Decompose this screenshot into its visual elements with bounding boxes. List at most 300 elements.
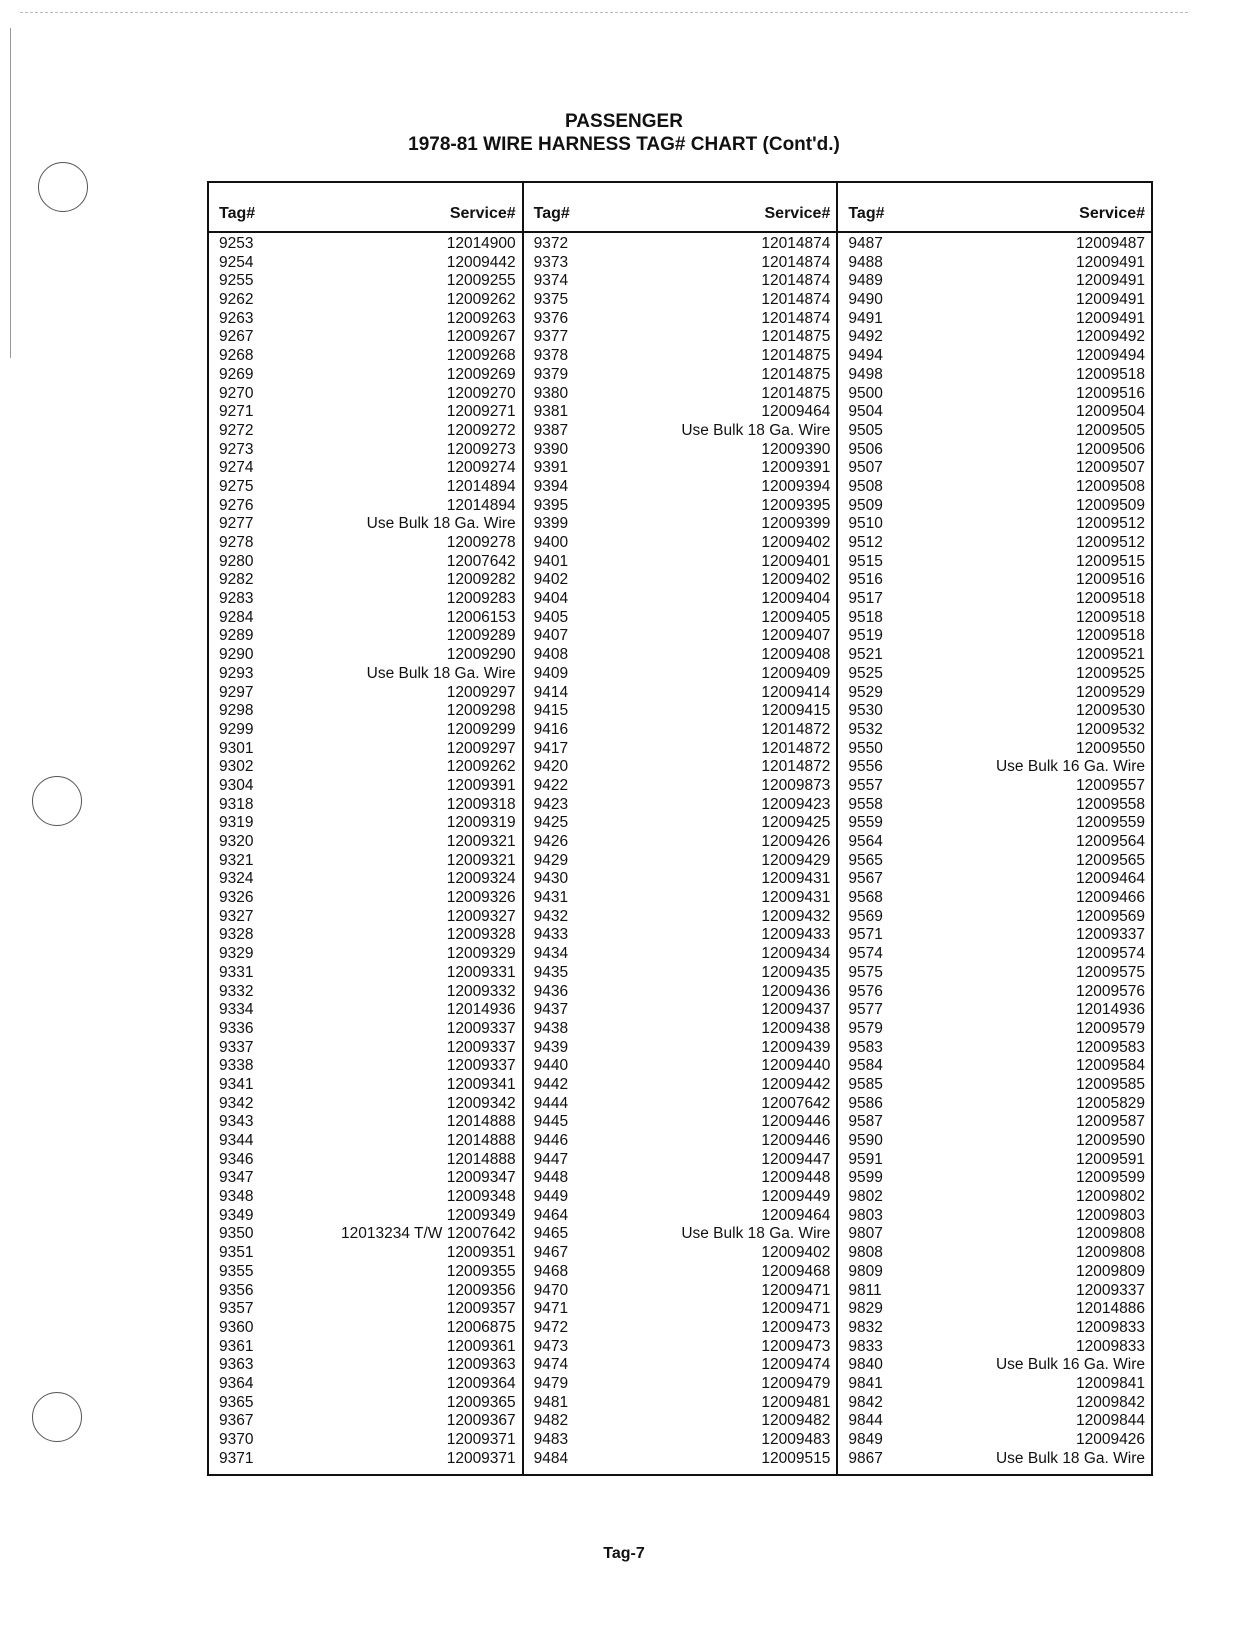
table-row [524, 254, 837, 273]
table-row [524, 441, 837, 460]
column-header [524, 183, 837, 233]
tag-cell: 9586 [848, 1094, 883, 1112]
service-cell: 12009530 [1076, 702, 1146, 720]
table-row [838, 1319, 1151, 1338]
table-row [209, 1300, 522, 1319]
service-cell: 12009558 [1076, 795, 1146, 813]
tag-cell: 9270 [219, 384, 254, 402]
tag-cell: 9510 [848, 515, 883, 533]
table-row [838, 272, 1151, 291]
table-row [209, 908, 522, 927]
service-cell: Use Bulk 18 Ga. Wire [681, 1225, 831, 1243]
tag-cell: 9391 [533, 459, 569, 477]
tag-cell: 9500 [848, 384, 883, 402]
tag-header: Tag# [219, 205, 256, 222]
rows-column-1 [209, 233, 522, 1468]
service-cell: 12009324 [446, 870, 516, 888]
table-row [524, 1225, 837, 1244]
table-row [209, 571, 522, 590]
service-cell: 12009365 [446, 1393, 516, 1411]
tag-cell: 9840 [848, 1356, 883, 1374]
table-row [524, 310, 837, 329]
table-row [838, 1394, 1151, 1413]
table-row [524, 366, 837, 385]
table-row [524, 1319, 837, 1338]
tag-cell: 9487 [848, 235, 883, 252]
service-cell: 12014874 [761, 253, 831, 271]
service-cell: 12009341 [446, 1075, 516, 1093]
tag-cell: 9429 [533, 851, 569, 869]
tag-cell: 9802 [848, 1188, 883, 1206]
tag-cell: 9529 [848, 683, 883, 701]
tag-cell: 9298 [219, 702, 254, 720]
table-row [838, 796, 1151, 815]
scan-edge-top [20, 12, 1188, 13]
service-cell: 12009271 [446, 403, 516, 421]
service-cell: 12009557 [1076, 776, 1146, 794]
table-row [209, 441, 522, 460]
table-row [524, 665, 837, 684]
tag-cell: 9274 [219, 459, 254, 477]
rows-column-3 [838, 233, 1151, 1468]
tag-cell: 9327 [219, 907, 254, 925]
table-row [524, 852, 837, 871]
service-cell: 12009357 [446, 1300, 516, 1318]
tag-cell: 9591 [848, 1150, 883, 1168]
tag-cell: 9255 [219, 272, 254, 290]
table-row [209, 515, 522, 534]
service-cell: 12009491 [1076, 272, 1146, 290]
tag-cell: 9436 [533, 982, 569, 1000]
service-cell: 12009297 [446, 683, 516, 701]
tag-cell: 9263 [219, 309, 254, 327]
tag-cell: 9387 [533, 421, 569, 439]
table-row [209, 459, 522, 478]
tag-cell: 9575 [848, 963, 883, 981]
service-cell: 12009274 [446, 459, 516, 477]
table-row [209, 665, 522, 684]
service-cell: 12009482 [761, 1412, 831, 1430]
tag-cell: 9525 [848, 664, 883, 682]
service-cell: 12009575 [1076, 963, 1146, 981]
table-row [209, 1244, 522, 1263]
table-row [838, 1225, 1151, 1244]
tag-cell: 9446 [533, 1132, 569, 1149]
service-cell: 12009464 [761, 1206, 831, 1224]
tag-cell: 9811 [848, 1281, 882, 1299]
tag-cell: 9355 [219, 1262, 254, 1280]
table-row [524, 945, 837, 964]
tag-cell: 9842 [848, 1393, 883, 1411]
service-cell: 12009576 [1076, 982, 1146, 1000]
table-row [838, 889, 1151, 908]
tag-cell: 9422 [533, 776, 569, 794]
table-row [209, 1151, 522, 1170]
table-row [838, 721, 1151, 740]
tag-cell: 9444 [533, 1094, 569, 1112]
tag-cell: 9332 [219, 982, 254, 1000]
tag-cell: 9833 [848, 1337, 883, 1355]
service-cell: 12014874 [761, 309, 831, 327]
service-cell: 12014875 [761, 365, 831, 383]
tag-cell: 9569 [848, 907, 883, 925]
service-cell: 12009529 [1076, 683, 1146, 701]
tag-cell: 9585 [848, 1075, 883, 1093]
service-cell: 12009873 [761, 776, 831, 794]
service-cell: 12009437 [761, 1001, 831, 1019]
tag-cell: 9576 [848, 982, 883, 1000]
table-row [209, 1039, 522, 1058]
service-cell: 12009479 [761, 1374, 831, 1392]
tag-cell: 9518 [848, 608, 883, 626]
service-cell: 12009448 [761, 1169, 831, 1187]
tag-cell: 9590 [848, 1132, 883, 1149]
tag-chart-table [207, 181, 1153, 1476]
tag-cell: 9363 [219, 1356, 254, 1374]
service-cell: 12009446 [761, 1132, 831, 1149]
table-row [838, 852, 1151, 871]
table-row [838, 1300, 1151, 1319]
service-cell: 12009289 [446, 627, 516, 645]
table-row [209, 945, 522, 964]
table-row [838, 1076, 1151, 1095]
service-cell: 12014875 [761, 384, 831, 402]
tag-cell: 9395 [533, 496, 569, 514]
service-cell: 12009431 [761, 870, 831, 888]
tag-cell: 9348 [219, 1188, 254, 1206]
table-column-3 [838, 183, 1151, 1474]
table-row [524, 870, 837, 889]
tag-cell: 9404 [533, 590, 569, 608]
tag-cell: 9484 [533, 1449, 569, 1467]
tag-cell: 9574 [848, 945, 883, 963]
table-row [209, 422, 522, 441]
tag-cell: 9438 [533, 1019, 569, 1037]
tag-cell: 9448 [533, 1169, 569, 1187]
service-cell: 12009282 [446, 571, 516, 589]
table-row [524, 534, 837, 553]
tag-cell: 9437 [533, 1001, 569, 1019]
tag-cell: 9407 [533, 627, 569, 645]
tag-cell: 9512 [848, 534, 883, 551]
tag-cell: 9321 [219, 851, 254, 869]
table-row [209, 272, 522, 291]
service-cell: 12009262 [446, 758, 516, 776]
service-cell: 12009267 [446, 328, 516, 346]
tag-cell: 9829 [848, 1300, 883, 1318]
service-cell: 12009409 [761, 664, 831, 682]
tag-cell: 9571 [848, 926, 883, 944]
service-cell: 12009583 [1076, 1038, 1146, 1056]
service-cell: 12009408 [761, 646, 831, 664]
service-cell: 12009516 [1076, 571, 1146, 589]
service-cell: 12009550 [1076, 739, 1146, 757]
table-row [209, 403, 522, 422]
table-row [209, 1020, 522, 1039]
table-row [524, 609, 837, 628]
service-cell: 12009509 [1076, 496, 1146, 514]
tag-cell: 9447 [533, 1150, 569, 1168]
table-row [838, 1039, 1151, 1058]
tag-cell: 9376 [533, 309, 569, 327]
tag-cell: 9505 [848, 421, 883, 439]
table-row [524, 777, 837, 796]
service-cell: 12013234 T/W 12007642 [341, 1225, 516, 1243]
tag-cell: 9498 [848, 365, 883, 383]
table-row [524, 1113, 837, 1132]
tag-cell: 9414 [533, 683, 569, 701]
tag-cell: 9253 [219, 235, 254, 252]
service-cell: 12009584 [1076, 1057, 1146, 1075]
service-cell: 12009364 [446, 1374, 516, 1392]
table-row [209, 1356, 522, 1375]
tag-cell: 9377 [533, 328, 569, 346]
service-cell: 12009404 [761, 590, 831, 608]
tag-cell: 9268 [219, 347, 254, 365]
service-cell: 12009446 [761, 1113, 831, 1131]
tag-cell: 9521 [848, 646, 883, 664]
service-cell: 12009591 [1076, 1150, 1146, 1168]
table-row [524, 1057, 837, 1076]
table-row [524, 590, 837, 609]
tag-cell: 9426 [533, 833, 569, 850]
table-row [524, 328, 837, 347]
tag-cell: 9402 [533, 571, 569, 589]
tag-cell: 9351 [219, 1244, 254, 1262]
tag-cell: 9349 [219, 1206, 254, 1224]
service-cell: Use Bulk 16 Ga. Wire [995, 758, 1146, 776]
table-row [524, 1356, 837, 1375]
service-cell: 12009331 [446, 963, 516, 981]
service-cell: 12009559 [1076, 814, 1146, 832]
table-row [838, 385, 1151, 404]
tag-cell: 9565 [848, 851, 883, 869]
table-row [209, 646, 522, 665]
service-cell: 12009321 [446, 851, 516, 869]
table-row [209, 1375, 522, 1394]
tag-cell: 9519 [848, 627, 883, 645]
service-cell: 12009491 [1076, 309, 1146, 327]
tag-cell: 9408 [533, 646, 569, 664]
table-row [524, 1394, 837, 1413]
tag-cell: 9808 [848, 1244, 883, 1262]
table-row [209, 1057, 522, 1076]
service-cell: 12009518 [1076, 608, 1146, 626]
service-cell: 12009262 [446, 291, 516, 309]
tag-cell: 9338 [219, 1057, 254, 1075]
table-row [838, 1244, 1151, 1263]
service-cell: Use Bulk 18 Ga. Wire [366, 664, 516, 682]
table-row [209, 1431, 522, 1450]
table-row [524, 646, 837, 665]
service-cell: 12009429 [761, 851, 831, 869]
service-cell: 12009278 [446, 534, 516, 551]
table-row [524, 758, 837, 777]
tag-header: Tag# [848, 205, 885, 222]
tag-cell: 9492 [848, 328, 883, 346]
service-cell: Use Bulk 18 Ga. Wire [366, 515, 516, 533]
tag-cell: 9371 [219, 1449, 254, 1467]
tag-cell: 9350 [219, 1225, 254, 1243]
service-cell: 12009518 [1076, 365, 1146, 383]
service-cell: 12009299 [446, 720, 516, 738]
tag-cell: 9400 [533, 534, 569, 551]
service-cell: 12009516 [1076, 384, 1146, 402]
table-row [838, 1282, 1151, 1301]
table-row [524, 627, 837, 646]
service-cell: 12009449 [761, 1188, 831, 1206]
tag-cell: 9832 [848, 1318, 883, 1336]
service-cell: 12009439 [761, 1038, 831, 1056]
service-cell: 12009442 [761, 1075, 831, 1093]
service-cell: 12009525 [1076, 664, 1146, 682]
service-cell: 12009587 [1076, 1113, 1146, 1131]
service-cell: 12009512 [1076, 534, 1146, 551]
tag-cell: 9342 [219, 1094, 254, 1112]
service-cell: 12009483 [761, 1431, 831, 1448]
service-cell: 12014874 [761, 272, 831, 290]
table-row [209, 291, 522, 310]
table-row [209, 796, 522, 815]
table-row [524, 964, 837, 983]
table-row [524, 403, 837, 422]
table-row [209, 553, 522, 572]
tag-cell: 9488 [848, 253, 883, 271]
table-row [209, 758, 522, 777]
table-row [838, 235, 1151, 254]
table-row [209, 590, 522, 609]
tag-cell: 9304 [219, 776, 254, 794]
service-cell: 12009481 [761, 1393, 831, 1411]
table-row [209, 627, 522, 646]
table-row [524, 1001, 837, 1020]
service-cell: 12007642 [761, 1094, 831, 1112]
table-row [838, 646, 1151, 665]
service-cell: 12006875 [446, 1318, 516, 1336]
tag-cell: 9276 [219, 496, 254, 514]
table-row [524, 814, 837, 833]
service-cell: Use Bulk 18 Ga. Wire [681, 421, 831, 439]
tag-cell: 9507 [848, 459, 883, 477]
binder-hole-middle [32, 776, 82, 826]
table-row [209, 254, 522, 273]
table-row [838, 328, 1151, 347]
service-cell: 12009569 [1076, 907, 1146, 925]
table-row [838, 366, 1151, 385]
service-cell: 12009426 [1076, 1431, 1146, 1448]
table-row [838, 1356, 1151, 1375]
service-cell: 12009474 [761, 1356, 831, 1374]
service-cell: 12009808 [1076, 1225, 1146, 1243]
service-cell: 12014872 [761, 720, 831, 738]
tag-cell: 9473 [533, 1337, 569, 1355]
service-cell: 12009402 [761, 571, 831, 589]
service-cell: 12009492 [1076, 328, 1146, 346]
tag-cell: 9442 [533, 1075, 569, 1093]
table-row [209, 1338, 522, 1357]
service-cell: 12009329 [446, 945, 516, 963]
table-row [209, 328, 522, 347]
tag-cell: 9417 [533, 739, 569, 757]
table-row [209, 1225, 522, 1244]
service-cell: 12009405 [761, 608, 831, 626]
tag-cell: 9867 [848, 1449, 883, 1467]
table-row [838, 1169, 1151, 1188]
table-row [524, 833, 837, 852]
table-row [209, 1188, 522, 1207]
tag-cell: 9267 [219, 328, 254, 346]
table-row [838, 814, 1151, 833]
table-row [838, 1375, 1151, 1394]
service-cell: 12009433 [761, 926, 831, 944]
tag-cell: 9401 [533, 552, 569, 570]
table-row [524, 740, 837, 759]
table-row [209, 983, 522, 1002]
table-row [838, 684, 1151, 703]
table-row [838, 1450, 1151, 1469]
table-row [838, 908, 1151, 927]
service-cell: 12009599 [1076, 1169, 1146, 1187]
table-row [524, 291, 837, 310]
table-row [838, 441, 1151, 460]
service-cell: 12009263 [446, 309, 516, 327]
tag-cell: 9474 [533, 1356, 569, 1374]
service-cell: 12009395 [761, 496, 831, 514]
tag-cell: 9467 [533, 1244, 569, 1262]
table-row [209, 814, 522, 833]
table-row [524, 1207, 837, 1226]
binder-hole-top [38, 162, 88, 212]
table-row [838, 1151, 1151, 1170]
tag-cell: 9409 [533, 664, 569, 682]
tag-cell: 9433 [533, 926, 569, 944]
table-row [524, 983, 837, 1002]
service-cell: 12009803 [1076, 1206, 1146, 1224]
service-cell: 12009579 [1076, 1019, 1146, 1037]
table-row [838, 310, 1151, 329]
table-row [209, 833, 522, 852]
tag-cell: 9415 [533, 702, 569, 720]
table-row [524, 1169, 837, 1188]
tag-cell: 9579 [848, 1019, 883, 1037]
tag-cell: 9587 [848, 1113, 883, 1131]
table-row [838, 740, 1151, 759]
tag-cell: 9464 [533, 1206, 569, 1224]
page-number: Tag-7 [603, 1545, 645, 1562]
service-cell: 12014888 [446, 1113, 516, 1131]
service-cell: 12009290 [446, 646, 516, 664]
table-row [209, 385, 522, 404]
table-row [838, 758, 1151, 777]
table-row [524, 571, 837, 590]
tag-cell: 9328 [219, 926, 254, 944]
tag-cell: 9277 [219, 515, 254, 533]
service-cell: 12009272 [446, 421, 516, 439]
service-cell: 12009440 [761, 1057, 831, 1075]
tag-cell: 9516 [848, 571, 883, 589]
tag-cell: 9379 [533, 365, 569, 383]
service-cell: 12009585 [1076, 1075, 1146, 1093]
table-row [524, 1375, 837, 1394]
table-row [838, 627, 1151, 646]
tag-cell: 9380 [533, 384, 569, 402]
tag-cell: 9282 [219, 571, 254, 589]
table-row [524, 1282, 837, 1301]
service-cell: 12009332 [446, 982, 516, 1000]
service-cell: 12009356 [446, 1281, 516, 1299]
table-row [524, 1300, 837, 1319]
tag-cell: 9515 [848, 552, 883, 570]
